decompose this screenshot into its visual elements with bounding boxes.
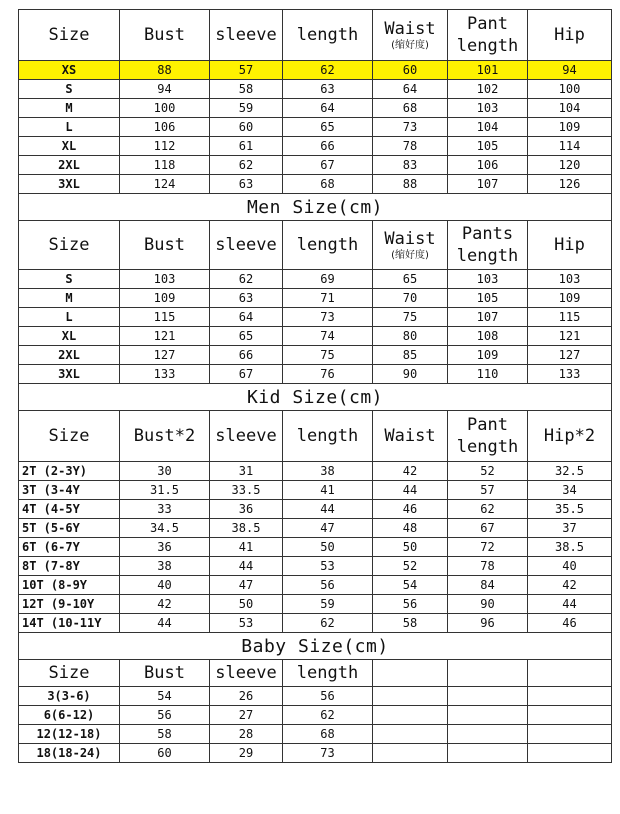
value-cell: 27: [210, 706, 283, 725]
value-cell: 42: [528, 576, 612, 595]
value-cell: 30: [120, 462, 210, 481]
empty-cell: [528, 744, 612, 763]
value-cell: 103: [448, 99, 528, 118]
value-cell: 112: [120, 137, 210, 156]
size-cell: XL: [19, 327, 120, 346]
value-cell: 69: [283, 270, 373, 289]
value-cell: 64: [283, 99, 373, 118]
value-cell: 31: [210, 462, 283, 481]
value-cell: 56: [373, 595, 448, 614]
column-header-sleeve: sleeve: [210, 10, 283, 61]
empty-cell: [528, 660, 612, 687]
size-cell: 12T (9-10Y: [19, 595, 120, 614]
value-cell: 50: [373, 538, 448, 557]
column-header-size: Size: [19, 221, 120, 270]
value-cell: 38.5: [528, 538, 612, 557]
empty-cell: [448, 744, 528, 763]
value-cell: 56: [283, 687, 373, 706]
value-cell: 105: [448, 137, 528, 156]
value-cell: 106: [120, 118, 210, 137]
value-cell: 71: [283, 289, 373, 308]
size-cell: 8T (7-8Y: [19, 557, 120, 576]
size-cell: 2XL: [19, 156, 120, 175]
value-cell: 68: [373, 99, 448, 118]
value-cell: 124: [120, 175, 210, 194]
size-cell: 4T (4-5Y: [19, 500, 120, 519]
value-cell: 106: [448, 156, 528, 175]
value-cell: 34.5: [120, 519, 210, 538]
value-cell: 60: [210, 118, 283, 137]
value-cell: 62: [283, 61, 373, 80]
value-cell: 59: [210, 99, 283, 118]
column-header-size: Size: [19, 411, 120, 462]
value-cell: 62: [283, 614, 373, 633]
table-row: [19, 308, 612, 327]
value-cell: 103: [448, 270, 528, 289]
value-cell: 115: [120, 308, 210, 327]
table-row: [19, 576, 612, 595]
value-cell: 62: [283, 706, 373, 725]
value-cell: 35.5: [528, 500, 612, 519]
size-cell: S: [19, 270, 120, 289]
size-cell: 14T (10-11Y: [19, 614, 120, 633]
size-cell: L: [19, 118, 120, 137]
value-cell: 88: [120, 61, 210, 80]
value-cell: 44: [373, 481, 448, 500]
value-cell: 52: [373, 557, 448, 576]
table-row: [19, 744, 612, 763]
value-cell: 50: [210, 595, 283, 614]
value-cell: 126: [528, 175, 612, 194]
value-cell: 44: [210, 557, 283, 576]
pant-label: Pant: [467, 415, 508, 435]
value-cell: 59: [283, 595, 373, 614]
value-cell: 100: [120, 99, 210, 118]
value-cell: 41: [283, 481, 373, 500]
table-row: [19, 481, 612, 500]
empty-cell: [448, 706, 528, 725]
value-cell: 94: [120, 80, 210, 99]
size-cell: 3(3-6): [19, 687, 120, 706]
women-header-row: [19, 10, 612, 61]
value-cell: 29: [210, 744, 283, 763]
column-header-waist: [373, 10, 448, 61]
value-cell: 66: [283, 137, 373, 156]
empty-cell: [373, 706, 448, 725]
column-header-hip: Hip: [528, 10, 612, 61]
empty-cell: [373, 725, 448, 744]
value-cell: 63: [283, 80, 373, 99]
value-cell: 42: [120, 595, 210, 614]
size-cell: M: [19, 289, 120, 308]
table-row: [19, 175, 612, 194]
value-cell: 54: [120, 687, 210, 706]
table-row: [19, 557, 612, 576]
value-cell: 70: [373, 289, 448, 308]
value-cell: 121: [528, 327, 612, 346]
value-cell: 74: [283, 327, 373, 346]
value-cell: 28: [210, 725, 283, 744]
size-cell: M: [19, 99, 120, 118]
value-cell: 57: [210, 61, 283, 80]
size-cell: 2XL: [19, 346, 120, 365]
column-header-waist: [373, 411, 448, 462]
value-cell: 47: [210, 576, 283, 595]
table-row: [19, 595, 612, 614]
value-cell: 103: [528, 270, 612, 289]
value-cell: 115: [528, 308, 612, 327]
value-cell: 61: [210, 137, 283, 156]
value-cell: 90: [373, 365, 448, 384]
value-cell: 57: [448, 481, 528, 500]
empty-cell: [528, 706, 612, 725]
value-cell: 38: [283, 462, 373, 481]
value-cell: 68: [283, 725, 373, 744]
column-header-sleeve: sleeve: [210, 411, 283, 462]
empty-cell: [448, 725, 528, 744]
column-header-size: Size: [19, 10, 120, 61]
size-cell: 6(6-12): [19, 706, 120, 725]
value-cell: 65: [373, 270, 448, 289]
value-cell: 62: [448, 500, 528, 519]
value-cell: 75: [283, 346, 373, 365]
table-row: [19, 137, 612, 156]
table-row: [19, 80, 612, 99]
column-header-pant-length: [448, 10, 528, 61]
column-header-size: Size: [19, 660, 120, 687]
size-table-body: [19, 10, 612, 763]
table-row: [19, 365, 612, 384]
value-cell: 48: [373, 519, 448, 538]
value-cell: 94: [528, 61, 612, 80]
empty-cell: [373, 744, 448, 763]
pant-label: Pants: [461, 224, 514, 244]
column-header-length: length: [283, 221, 373, 270]
value-cell: 65: [210, 327, 283, 346]
empty-cell: [373, 687, 448, 706]
table-row: [19, 118, 612, 137]
value-cell: 109: [528, 118, 612, 137]
value-cell: 63: [210, 175, 283, 194]
value-cell: 104: [528, 99, 612, 118]
value-cell: 103: [120, 270, 210, 289]
value-cell: 33.5: [210, 481, 283, 500]
value-cell: 100: [528, 80, 612, 99]
value-cell: 40: [120, 576, 210, 595]
value-cell: 66: [210, 346, 283, 365]
value-cell: 63: [210, 289, 283, 308]
value-cell: 26: [210, 687, 283, 706]
value-cell: 110: [448, 365, 528, 384]
men-header-row: [19, 221, 612, 270]
size-cell: 18(18-24): [19, 744, 120, 763]
value-cell: 118: [120, 156, 210, 175]
table-row: [19, 61, 612, 80]
table-row: [19, 725, 612, 744]
empty-cell: [528, 687, 612, 706]
value-cell: 41: [210, 538, 283, 557]
pant-label: Pant: [467, 14, 508, 34]
empty-cell: [448, 660, 528, 687]
value-cell: 60: [120, 744, 210, 763]
waist-label: Waist: [384, 19, 436, 39]
value-cell: 47: [283, 519, 373, 538]
column-header-bust: Bust: [120, 221, 210, 270]
value-cell: 52: [448, 462, 528, 481]
column-header-bust: Bust*2: [120, 411, 210, 462]
table-row: [19, 706, 612, 725]
table-row: [19, 156, 612, 175]
column-header-length: length: [283, 660, 373, 687]
size-cell: 10T (8-9Y: [19, 576, 120, 595]
size-cell: L: [19, 308, 120, 327]
column-header-hip: Hip: [528, 221, 612, 270]
table-row: [19, 327, 612, 346]
empty-cell: [373, 660, 448, 687]
value-cell: 36: [120, 538, 210, 557]
table-row: [19, 289, 612, 308]
kid-section-title: Kid Size(cm): [19, 384, 612, 411]
pant-length-label: length: [456, 36, 519, 56]
value-cell: 108: [448, 327, 528, 346]
value-cell: 44: [283, 500, 373, 519]
value-cell: 46: [528, 614, 612, 633]
column-header-sleeve: sleeve: [210, 660, 283, 687]
value-cell: 73: [283, 308, 373, 327]
pant-length-label: length: [456, 246, 519, 266]
pant-length-label: length: [456, 437, 519, 457]
value-cell: 121: [120, 327, 210, 346]
size-cell: 12(12-18): [19, 725, 120, 744]
value-cell: 34: [528, 481, 612, 500]
kid-header-row: [19, 411, 612, 462]
value-cell: 62: [210, 156, 283, 175]
value-cell: 73: [283, 744, 373, 763]
column-header-pant-length: [448, 221, 528, 270]
kid-title-row: [19, 384, 612, 411]
value-cell: 67: [448, 519, 528, 538]
value-cell: 50: [283, 538, 373, 557]
value-cell: 44: [528, 595, 612, 614]
empty-cell: [528, 725, 612, 744]
value-cell: 36: [210, 500, 283, 519]
men-title-row: [19, 194, 612, 221]
value-cell: 109: [448, 346, 528, 365]
column-header-sleeve: sleeve: [210, 221, 283, 270]
value-cell: 62: [210, 270, 283, 289]
value-cell: 80: [373, 327, 448, 346]
column-header-pant-length: [448, 411, 528, 462]
column-header-waist: [373, 221, 448, 270]
value-cell: 40: [528, 557, 612, 576]
value-cell: 53: [283, 557, 373, 576]
size-cell: XS: [19, 61, 120, 80]
size-cell: 6T (6-7Y: [19, 538, 120, 557]
value-cell: 54: [373, 576, 448, 595]
value-cell: 38: [120, 557, 210, 576]
value-cell: 120: [528, 156, 612, 175]
size-cell: XL: [19, 137, 120, 156]
value-cell: 109: [528, 289, 612, 308]
table-row: [19, 270, 612, 289]
value-cell: 90: [448, 595, 528, 614]
table-row: [19, 462, 612, 481]
value-cell: 67: [210, 365, 283, 384]
table-row: [19, 500, 612, 519]
value-cell: 37: [528, 519, 612, 538]
value-cell: 65: [283, 118, 373, 137]
value-cell: 75: [373, 308, 448, 327]
baby-section-title: Baby Size(cm): [19, 633, 612, 660]
value-cell: 83: [373, 156, 448, 175]
value-cell: 56: [283, 576, 373, 595]
value-cell: 96: [448, 614, 528, 633]
table-row: [19, 614, 612, 633]
value-cell: 78: [373, 137, 448, 156]
value-cell: 60: [373, 61, 448, 80]
waist-label: Waist: [384, 229, 436, 249]
table-row: [19, 99, 612, 118]
value-cell: 64: [210, 308, 283, 327]
size-table: [18, 9, 612, 763]
value-cell: 58: [120, 725, 210, 744]
value-cell: 127: [120, 346, 210, 365]
men-section-title: Men Size(cm): [19, 194, 612, 221]
column-header-length: length: [283, 10, 373, 61]
size-cell: 3XL: [19, 365, 120, 384]
value-cell: 38.5: [210, 519, 283, 538]
table-row: [19, 519, 612, 538]
value-cell: 46: [373, 500, 448, 519]
value-cell: 105: [448, 289, 528, 308]
value-cell: 114: [528, 137, 612, 156]
value-cell: 58: [373, 614, 448, 633]
value-cell: 64: [373, 80, 448, 99]
value-cell: 85: [373, 346, 448, 365]
size-cell: 2T (2-3Y): [19, 462, 120, 481]
size-cell: S: [19, 80, 120, 99]
waist-note: (缩好度): [391, 40, 429, 51]
value-cell: 127: [528, 346, 612, 365]
table-row: [19, 538, 612, 557]
value-cell: 56: [120, 706, 210, 725]
value-cell: 58: [210, 80, 283, 99]
baby-header-row: [19, 660, 612, 687]
value-cell: 76: [283, 365, 373, 384]
column-header-bust: Bust: [120, 10, 210, 61]
value-cell: 102: [448, 80, 528, 99]
value-cell: 84: [448, 576, 528, 595]
column-header-bust: Bust: [120, 660, 210, 687]
value-cell: 44: [120, 614, 210, 633]
value-cell: 53: [210, 614, 283, 633]
value-cell: 104: [448, 118, 528, 137]
value-cell: 78: [448, 557, 528, 576]
value-cell: 33: [120, 500, 210, 519]
value-cell: 109: [120, 289, 210, 308]
value-cell: 73: [373, 118, 448, 137]
value-cell: 133: [528, 365, 612, 384]
size-cell: 5T (5-6Y: [19, 519, 120, 538]
size-cell: 3T (3-4Y: [19, 481, 120, 500]
waist-note: (缩好度): [391, 250, 429, 261]
value-cell: 32.5: [528, 462, 612, 481]
value-cell: 107: [448, 308, 528, 327]
table-row: [19, 687, 612, 706]
value-cell: 72: [448, 538, 528, 557]
value-cell: 88: [373, 175, 448, 194]
value-cell: 42: [373, 462, 448, 481]
size-cell: 3XL: [19, 175, 120, 194]
value-cell: 68: [283, 175, 373, 194]
value-cell: 67: [283, 156, 373, 175]
empty-cell: [448, 687, 528, 706]
table-row: [19, 346, 612, 365]
waist-label: Waist: [384, 426, 436, 446]
size-chart: [18, 9, 611, 763]
value-cell: 107: [448, 175, 528, 194]
value-cell: 31.5: [120, 481, 210, 500]
baby-title-row: [19, 633, 612, 660]
value-cell: 133: [120, 365, 210, 384]
column-header-hip: Hip*2: [528, 411, 612, 462]
column-header-length: length: [283, 411, 373, 462]
value-cell: 101: [448, 61, 528, 80]
